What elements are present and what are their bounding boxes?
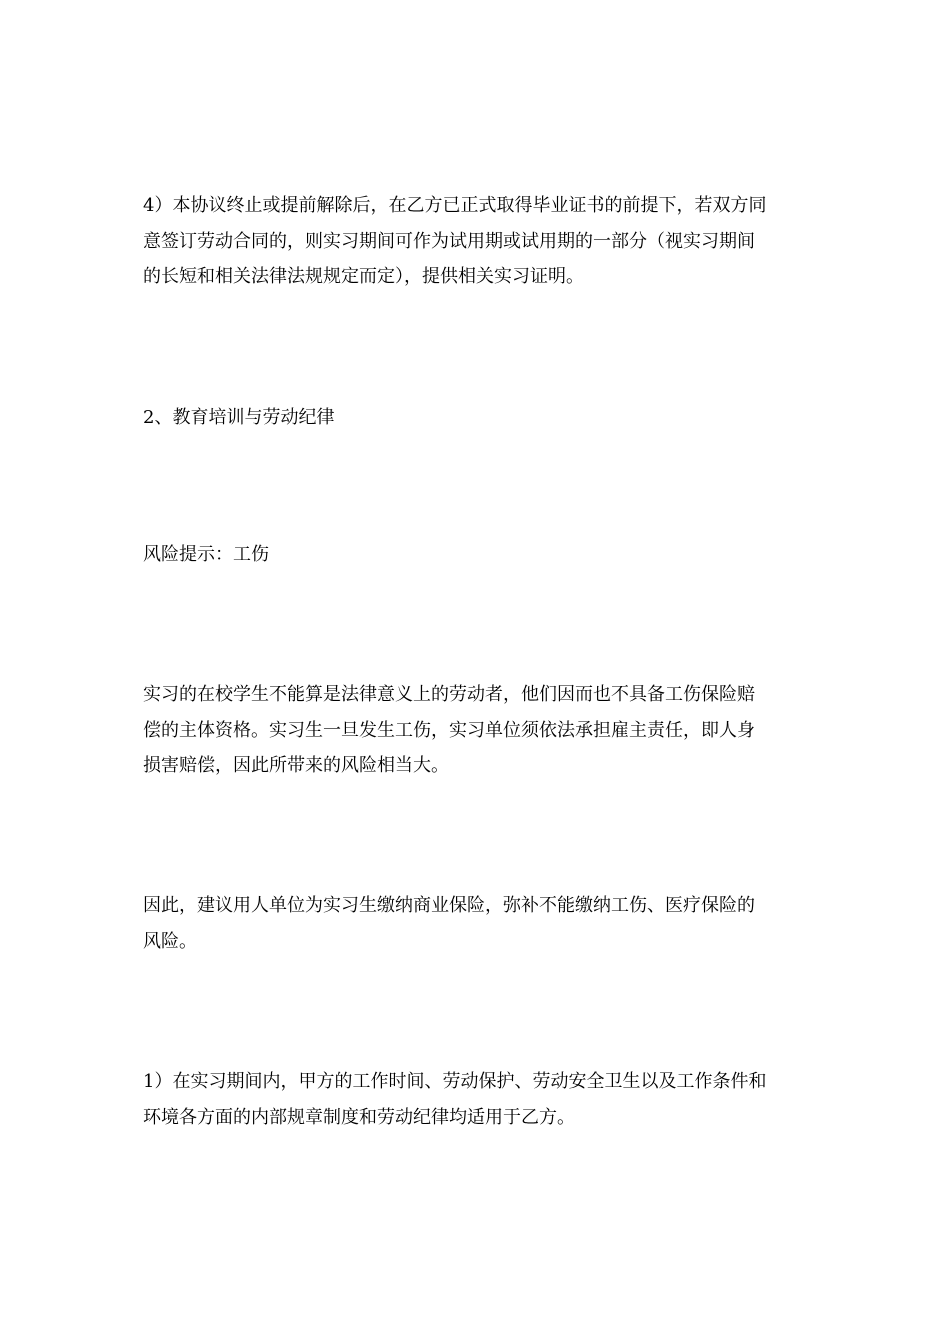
text-line: 1）在实习期间内，甲方的工作时间、劳动保护、劳动安全卫生以及工作条件和 [143,1071,767,1092]
text-line: 2、教育培训与劳动纪律 [143,407,335,428]
text-line: 损害赔偿，因此所带来的风险相当大。 [143,755,449,776]
paragraph-termination-clause [143,188,811,295]
text-line: 环境各方面的内部规章制度和劳动纪律均适用于乙方。 [143,1106,575,1128]
paragraph-rules-clause [143,1064,811,1135]
text-line: 实习的在校学生不能算是法律意义上的劳动者，他们因而也不具备工伤保险赔 [143,684,755,705]
text-line: 4）本协议终止或提前解除后，在乙方已正式取得毕业证书的前提下，若双方同 [143,195,767,216]
text-line: 意签订劳动合同的，则实习期间可作为试用期或试用期的一部分（视实习期间 [143,230,755,252]
text-line: 风险。 [143,930,197,952]
text-line: 偿的主体资格。实习生一旦发生工伤，实习单位须依法承担雇主责任，即人身 [143,719,755,741]
section-heading [143,400,811,436]
text-line: 风险提示：工伤 [143,544,269,565]
text-line: 因此，建议用人单位为实习生缴纳商业保险，弥补不能缴纳工伤、医疗保险的 [143,895,755,916]
text-line: 的长短和相关法律法规规定而定），提供相关实习证明。 [143,266,584,287]
paragraph-intern-status [143,677,811,784]
paragraph-insurance-advice [143,888,811,959]
risk-notice-heading [143,537,811,573]
